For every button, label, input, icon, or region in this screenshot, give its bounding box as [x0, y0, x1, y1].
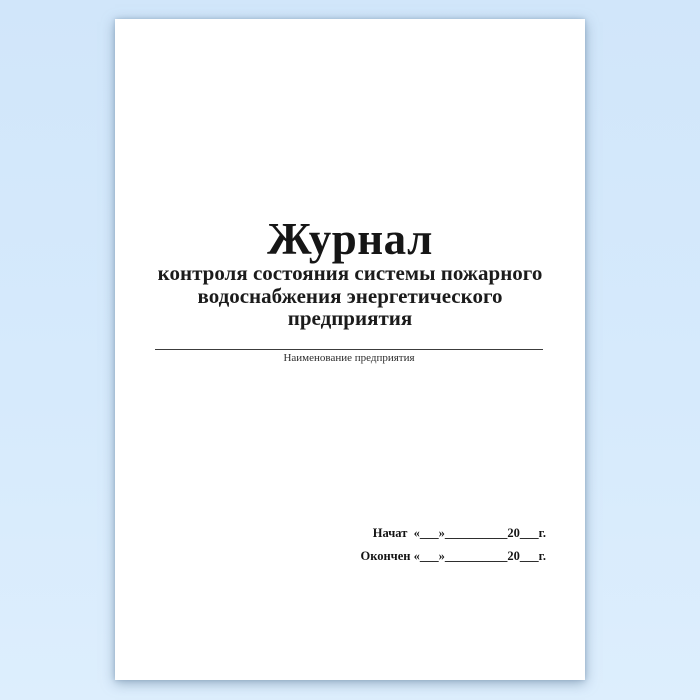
enterprise-name-caption: Наименование предприятия: [283, 352, 415, 364]
journal-subtitle-line-2: водоснабжения энергетического: [197, 283, 503, 308]
enterprise-name-block: [155, 349, 543, 365]
started-line: Начат «___»__________20___г.: [372, 526, 546, 540]
cover-heading: [115, 216, 585, 330]
journal-subtitle-line-3: предприятия: [287, 306, 413, 330]
journal-cover-page: [115, 19, 585, 680]
finished-line: Окончен «___»__________20___г.: [360, 549, 546, 563]
enterprise-name-line: [155, 349, 543, 350]
journal-subtitle-line-1: контроля состояния системы пожарного: [157, 261, 543, 285]
journal-title: Журнал: [267, 214, 433, 264]
dates-block: [360, 526, 546, 563]
